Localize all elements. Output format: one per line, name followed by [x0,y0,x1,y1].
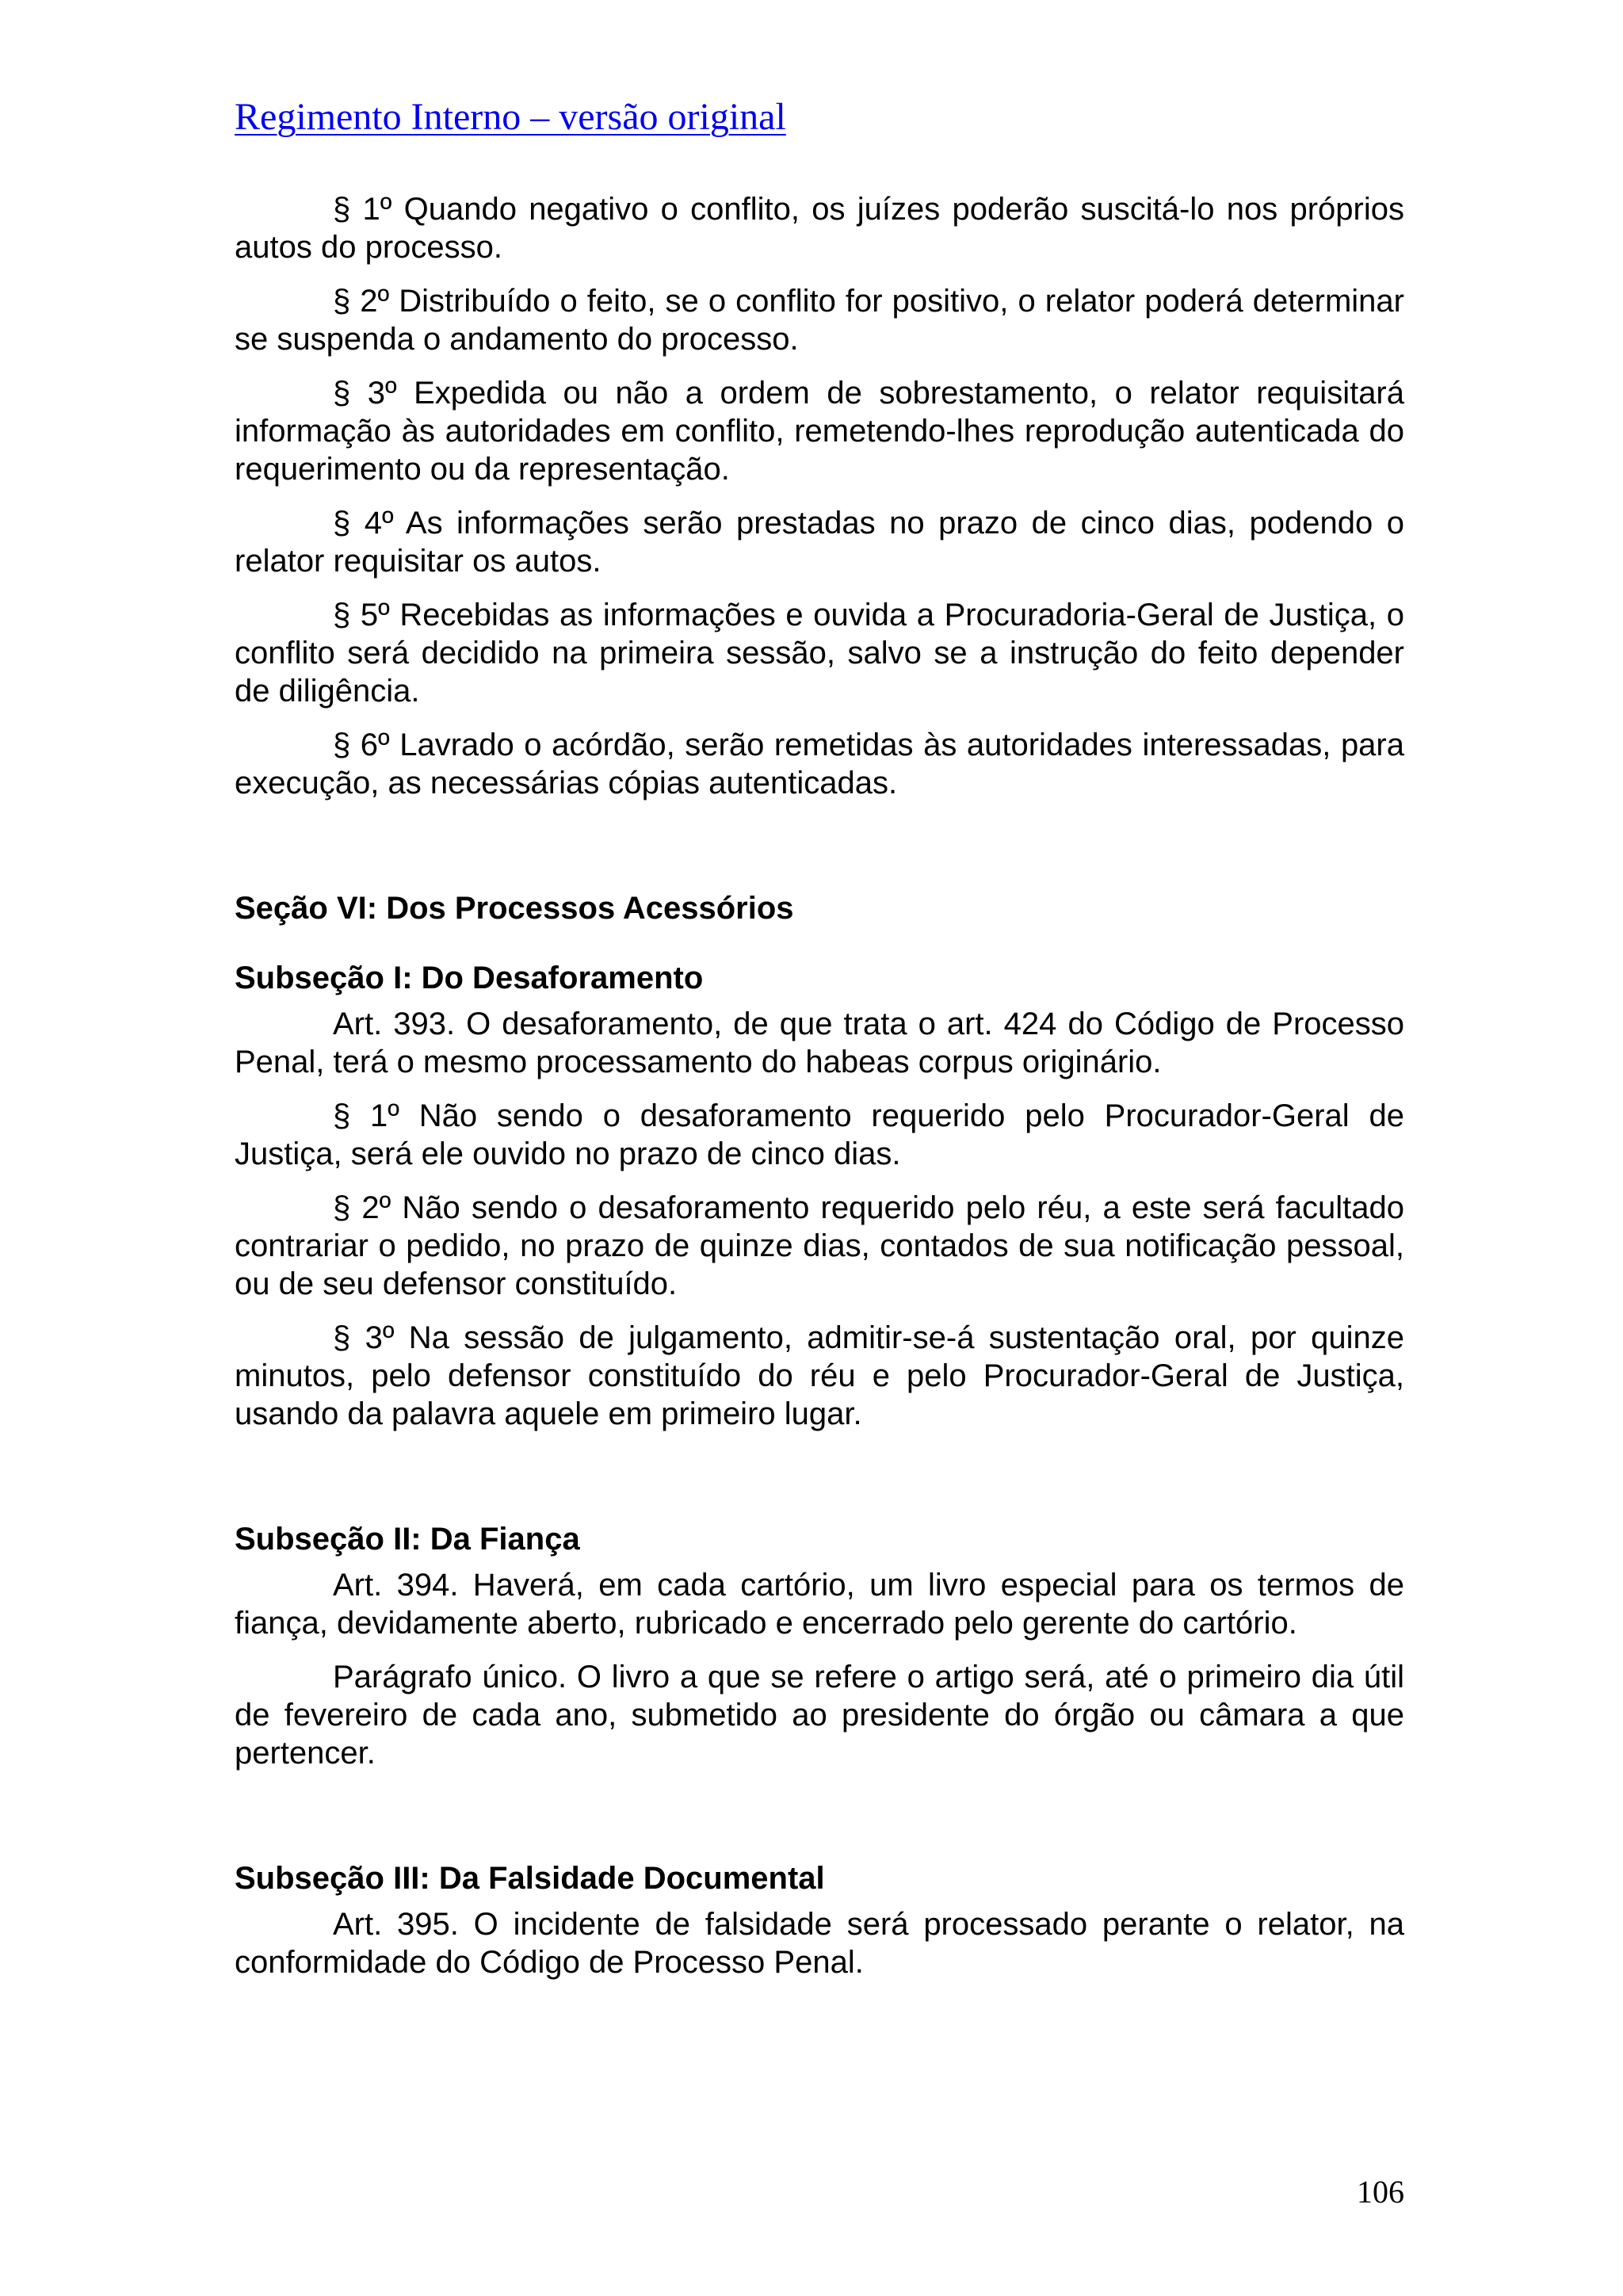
spacer [235,1558,1404,1566]
spacer [235,1897,1404,1905]
subsection-heading: Subseção II: Da Fiança [235,1522,580,1557]
document-body [235,190,1404,1997]
falsidade-paragraphs [235,1905,1404,1981]
paragraph: § 1º Não sendo o desaforamento requerido pelo Procurador-Geral de Justiça, será ele ouvido no prazo de cinco dias. [235,1098,1404,1171]
spacer [235,997,1404,1005]
spacer [235,927,1404,959]
paragraph: Art. 395. O incidente de falsidade será processado perante o relator, na conformidade do Código de Processo Penal. [235,1907,1404,1980]
paragraph: § 3º Expedida ou não a ordem de sobrestamento, o relator requisitará informação às autoridades em conflito, remetendo-lhes reprodução autenticada do requerimento ou da representação. [235,376,1404,487]
conflict-paragraphs [235,190,1404,802]
spacer [235,1788,1404,1859]
desaforamento-paragraphs [235,1005,1404,1433]
spacer [235,818,1404,889]
page-number: 106 [1357,2174,1404,2210]
paragraph: Art. 394. Haverá, em cada cartório, um livro especial para os termos de fiança, devidamente aberto, rubricado e encerrado pelo gerente do cartório. [235,1568,1404,1641]
paragraph: § 5º Recebidas as informações e ouvida a Procuradoria-Geral de Justiça, o conflito será decidido na primeira sessão, salvo se a instrução do feito depender de diligência. [235,598,1404,709]
section-heading: Seção VI: Dos Processos Acessórios [235,891,794,926]
paragraph: Art. 393. O desaforamento, de que trata o art. 424 do Código de Processo Penal, terá o mesmo processamento do habeas corpus originário. [235,1007,1404,1079]
paragraph: § 2º Distribuído o feito, se o conflito for positivo, o relator poderá determinar se suspenda o andamento do processo. [235,284,1404,357]
paragraph: § 3º Na sessão de julgamento, admitir-se-á sustentação oral, por quinze minutos, pelo defensor constituído do réu e pelo Procurador-Geral de Justiça, usando da palavra aquele em primeiro lugar. [235,1320,1404,1431]
paragraph: Parágrafo único. O livro a que se refere o artigo será, até o primeiro dia útil de fevereiro de cada ano, submetido ao presidente do órgão ou câmara a que pertencer. [235,1660,1404,1771]
paragraph: § 6º Lavrado o acórdão, serão remetidas às autoridades interessadas, para execução, as necessárias cópias autenticadas. [235,728,1404,800]
paragraph: § 4º As informações serão prestadas no prazo de cinco dias, podendo o relator requisitar os autos. [235,506,1404,579]
spacer [235,1449,1404,1520]
fianca-paragraphs [235,1566,1404,1772]
header-link[interactable]: Regimento Interno – versão original [235,96,786,138]
subsection-heading: Subseção III: Da Falsidade Documental [235,1861,825,1896]
paragraph: § 2º Não sendo o desaforamento requerido pelo réu, a este será facultado contrariar o pedido, no prazo de quinze dias, contados de sua notificação pessoal, ou de seu defensor constituído. [235,1190,1404,1301]
subsection-heading: Subseção I: Do Desaforamento [235,961,704,995]
paragraph: § 1º Quando negativo o conflito, os juízes poderão suscitá-lo nos próprios autos do processo. [235,192,1404,265]
